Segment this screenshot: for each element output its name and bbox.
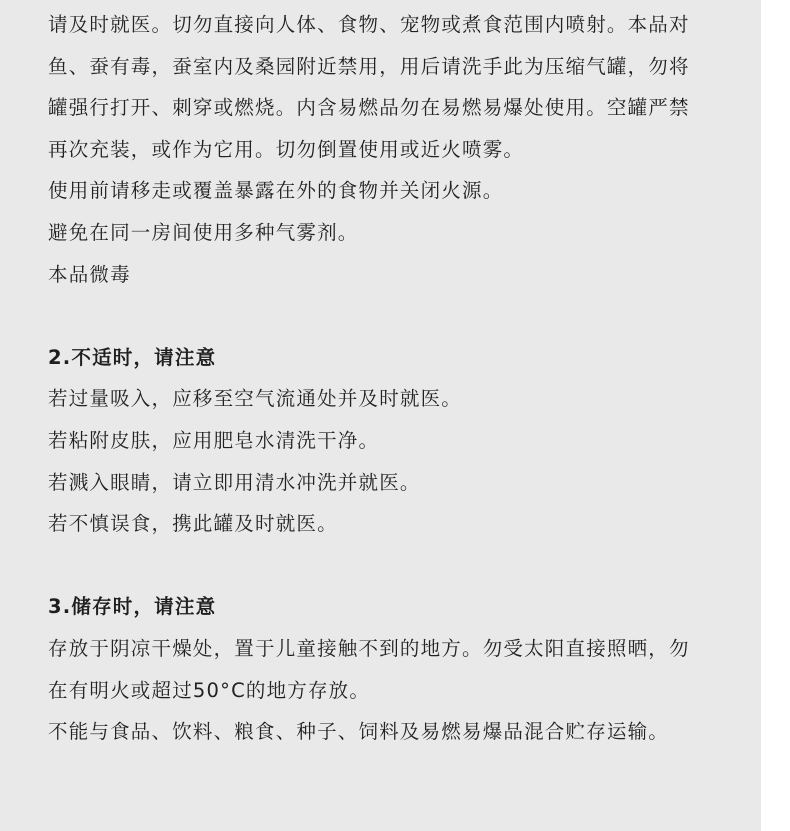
section-line: 不能与食品、饮料、粮食、种子、饲料及易燃易爆品混合贮存运输。 [48,720,670,744]
section-discomfort [48,337,748,545]
intro-line: 使用前请移走或覆盖暴露在外的食物并关闭火源。 [48,179,504,203]
intro-line: 本品微毒 [48,262,131,286]
intro-line: 鱼、蚕有毒，蚕室内及桑园附近禁用，用后请洗手此为压缩气罐，勿将 [48,54,690,78]
section-storage [48,586,748,752]
section-line: 若粘附皮肤，应用肥皂水清洗干净。 [48,428,380,452]
section-spacer [48,295,748,337]
section-line: 若不慎误食，携此罐及时就医。 [48,512,338,536]
instructions-text [48,4,748,753]
intro-block [48,4,748,295]
section-line: 存放于阴凉干燥处，置于儿童接触不到的地方。勿受太阳直接照晒，勿 [48,636,690,660]
section-heading: 3.储存时，请注意 [48,595,217,619]
section-line: 若溅入眼睛，请立即用清水冲洗并就医。 [48,470,421,494]
section-line: 若过量吸入，应移至空气流通处并及时就医。 [48,387,463,411]
intro-line: 请及时就医。切勿直接向人体、食物、宠物或煮食范围内喷射。本品对 [48,13,690,36]
section-heading: 2.不适时，请注意 [48,345,217,369]
intro-line: 再次充装，或作为它用。切勿倒置使用或近火喷雾。 [48,137,525,161]
section-line: 在有明火或超过50°C的地方存放。 [48,678,371,702]
intro-line: 罐强行打开、刺穿或燃烧。内含易燃品勿在易燃易爆处使用。空罐严禁 [48,96,690,120]
intro-line: 避免在同一房间使用多种气雾剂。 [48,220,359,244]
section-spacer [48,545,748,587]
